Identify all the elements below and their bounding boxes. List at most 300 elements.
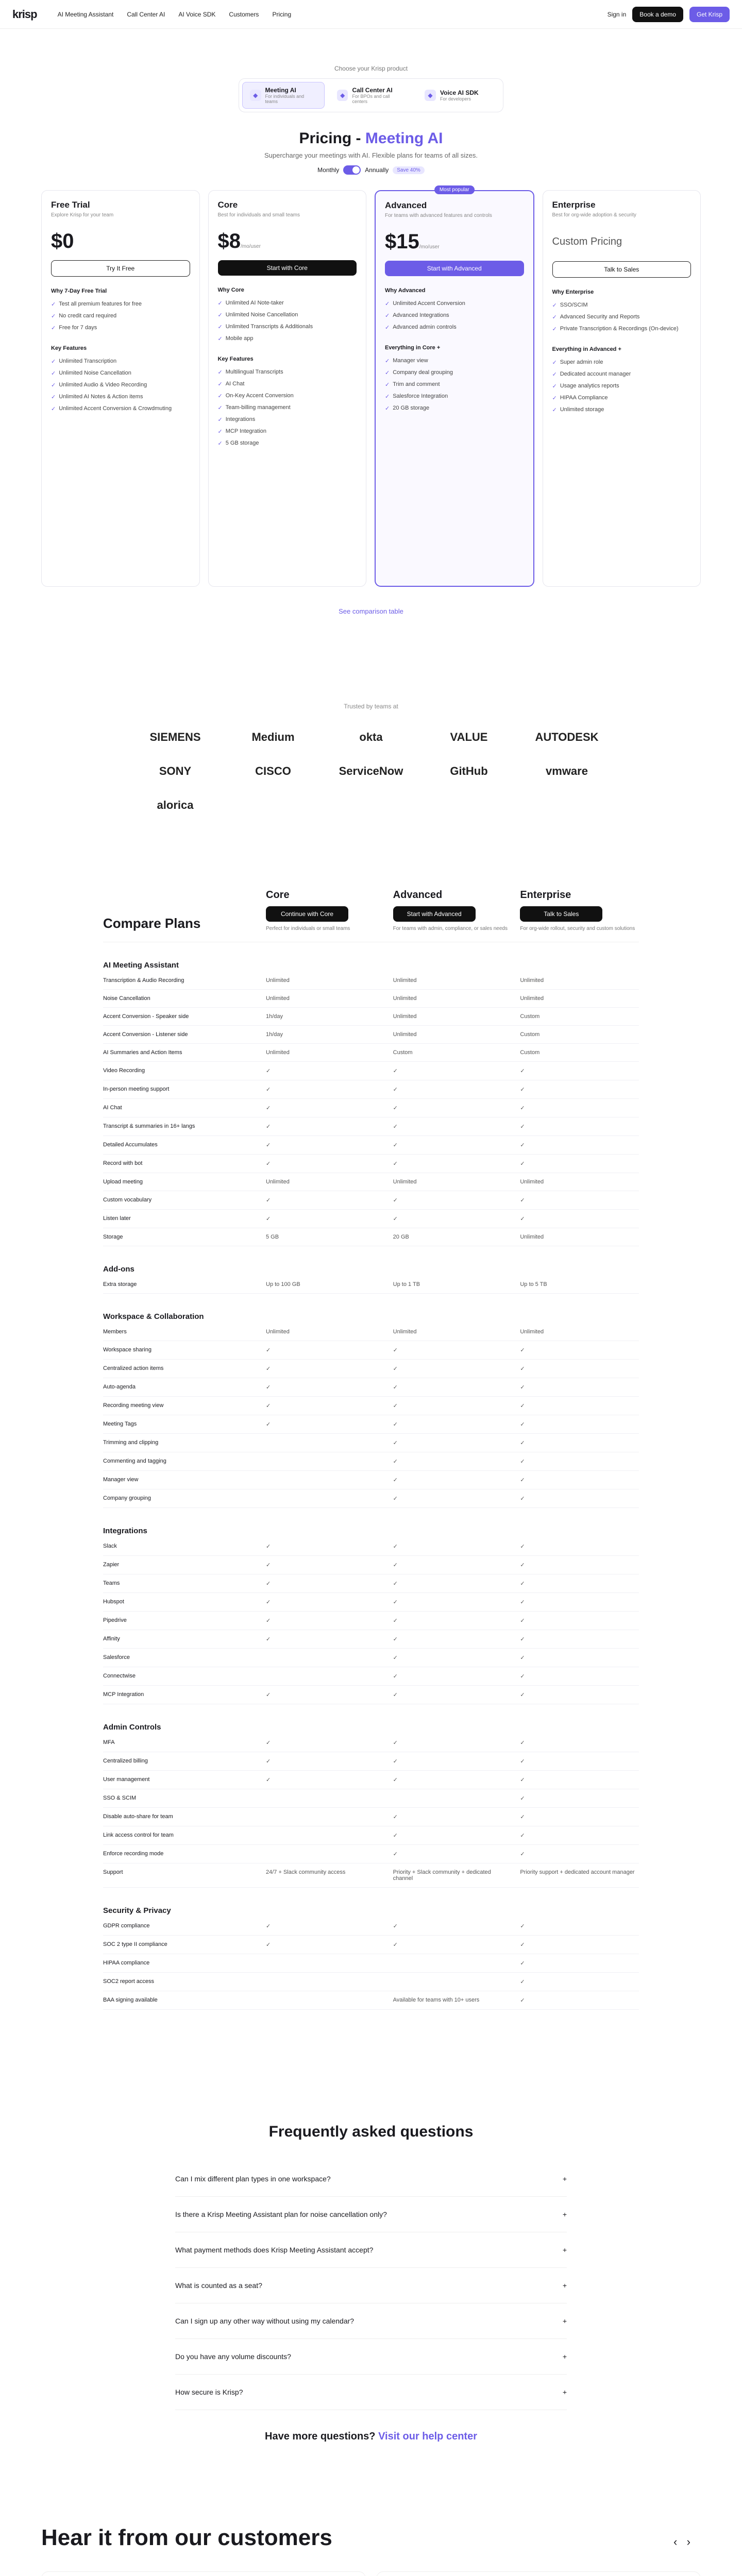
compare-cell: Record with bot <box>103 1160 143 1166</box>
compare-cell: Members <box>103 1329 127 1335</box>
compare-cell: ✓ <box>393 1833 398 1839</box>
compare-cell: ✓ <box>266 1161 271 1167</box>
billing-toggle[interactable]: Monthly Annually Save 40% <box>0 165 742 175</box>
product-sub: For individuals and teams <box>265 94 305 104</box>
compare-cell: ✓ <box>520 1795 525 1802</box>
compare-cell: ✓ <box>520 1403 525 1409</box>
compare-cell: Unlimited <box>266 995 290 1002</box>
compare-cell: ✓ <box>393 1421 398 1428</box>
popular-badge: Most popular <box>434 185 475 194</box>
column-name: Advanced <box>393 889 443 901</box>
compare-cell <box>393 1795 512 1802</box>
plan-price: $15/mo/user <box>385 230 440 253</box>
compare-cell: ✓ <box>266 1197 271 1204</box>
plan-feature: ✓ Unlimited storage <box>552 404 692 416</box>
get-krisp-button[interactable]: Get Krisp <box>689 7 730 22</box>
compare-row <box>103 1415 639 1434</box>
compare-cell: ✓ <box>520 1581 525 1587</box>
compare-column <box>520 889 639 931</box>
compare-cell: Auto-agenda <box>103 1384 136 1390</box>
testimonials <box>0 2525 742 2576</box>
column-desc: For org-wide rollout, security and custom solutions <box>520 926 635 931</box>
compare-cell: Teams <box>103 1580 120 1586</box>
compare-cell: ✓ <box>393 1105 398 1111</box>
faq-question: What is counted as a seat? <box>175 2281 262 2290</box>
company-logo: VALUE <box>450 731 488 743</box>
compare-cell: ✓ <box>520 1459 525 1465</box>
compare-cell: Unlimited <box>520 1329 544 1335</box>
nav-item[interactable]: Pricing <box>272 10 292 18</box>
company-logo: SIEMENS <box>149 731 201 743</box>
compare-cell: Listen later <box>103 1215 131 1222</box>
compare-cell: ✓ <box>520 1347 525 1353</box>
compare-cell: ✓ <box>520 1758 525 1765</box>
plan-desc: Explore Krisp for your team <box>51 212 114 218</box>
compare-cell: Connectwise <box>103 1673 136 1679</box>
compare-cell: ✓ <box>393 1477 398 1483</box>
compare-cell: ✓ <box>520 1942 525 1948</box>
plan-feature: ✓ Salesforce Integration <box>385 391 524 402</box>
company-logo: CISCO <box>255 765 291 777</box>
plan-feature: ✓ HIPAA Compliance <box>552 392 692 404</box>
compare-row <box>103 1489 639 1508</box>
choose-product-label: Choose your Krisp product <box>334 65 408 72</box>
plan-feature: ✓ Unlimited Audio & Video Recording <box>51 379 190 391</box>
compare-cell: Manager view <box>103 1477 139 1483</box>
compare-cell: ✓ <box>393 1440 398 1446</box>
plan-desc: Best for individuals and small teams <box>217 212 300 218</box>
compare-cell <box>393 1960 512 1967</box>
plan-feature: ✓ Usage analytics reports <box>552 380 692 392</box>
compare-cell: ✓ <box>266 1923 271 1929</box>
krisp-logo[interactable]: krisp <box>12 7 37 21</box>
compare-cell <box>266 1851 385 1857</box>
compare-cell: ✓ <box>520 1599 525 1605</box>
compare-cell: ✓ <box>520 1161 525 1167</box>
product-tab[interactable] <box>330 82 412 109</box>
compare-cell: ✓ <box>520 1366 525 1372</box>
compare-row <box>103 1752 639 1771</box>
plus-icon: + <box>562 2388 567 2396</box>
compare-row <box>103 1649 639 1667</box>
product-title: Call Center AI <box>352 87 393 94</box>
compare-row <box>103 1360 639 1378</box>
compare-cell: Centralized action items <box>103 1365 164 1371</box>
compare-cell: 1h/day <box>266 1031 283 1038</box>
compare-cell: ✓ <box>520 1197 525 1204</box>
compare-cell: ✓ <box>393 1599 398 1605</box>
compare-row <box>103 1155 639 1173</box>
compare-cell: Available for teams with 10+ users <box>393 1997 480 2003</box>
plan-name: Enterprise <box>552 200 596 210</box>
plan-feature: ✓ Advanced Security and Reports <box>552 311 692 323</box>
plan-feature: ✓ Unlimited Transcription <box>51 355 190 367</box>
compare-group-title: Workspace & Collaboration <box>103 1312 204 1321</box>
compare-cell: ✓ <box>393 1197 398 1204</box>
plus-icon: + <box>562 2175 567 2183</box>
compare-cell: ✓ <box>520 1777 525 1783</box>
plan-feature: ✓ Advanced Integrations <box>385 310 524 321</box>
compare-row <box>103 1612 639 1630</box>
faq-question: Can I sign up any other way without using my calendar? <box>175 2317 355 2325</box>
column-button[interactable]: Start with Advanced <box>393 906 476 922</box>
company-logo: okta <box>359 731 383 743</box>
plan-name: Core <box>217 200 238 210</box>
plan-feature: ✓ AI Chat <box>218 378 357 390</box>
plus-icon: + <box>562 2281 567 2290</box>
product-icon: ◆ <box>337 90 348 101</box>
comparison-link[interactable]: See comparison table <box>339 607 403 615</box>
compare-row <box>103 1936 639 1954</box>
compare-cell: Custom vocabulary <box>103 1197 152 1203</box>
compare-cell: Custom <box>520 1013 540 1020</box>
compare-cell: ✓ <box>393 1384 398 1391</box>
plan-why: Why 7-Day Free Trial <box>51 288 107 294</box>
compare-cell: Unlimited <box>393 1013 417 1020</box>
compare-cell: ✓ <box>393 1923 398 1929</box>
compare-cell: ✓ <box>266 1347 271 1353</box>
plan-feature: ✓ Free for 7 days <box>51 322 190 334</box>
compare-row <box>103 1341 639 1360</box>
plan-button[interactable]: Start with Advanced <box>385 261 524 276</box>
compare-cell: Unlimited <box>520 1234 544 1240</box>
compare-cell: ✓ <box>520 1923 525 1929</box>
compare-row <box>103 1954 639 1973</box>
compare-cell: 20 GB <box>393 1234 409 1240</box>
company-logo: SONY <box>159 765 192 777</box>
compare-row <box>103 1537 639 1556</box>
compare-cell: ✓ <box>393 1851 398 1857</box>
compare-cell: 1h/day <box>266 1013 283 1020</box>
nav-item[interactable]: AI Meeting Assistant <box>57 10 114 18</box>
product-tab[interactable] <box>417 82 500 109</box>
compare-cell: Accent Conversion - Listener side <box>103 1031 188 1038</box>
compare-cell: Unlimited <box>266 977 290 984</box>
company-logo: ServiceNow <box>339 765 403 777</box>
compare-row <box>103 1191 639 1210</box>
compare-cell: ✓ <box>266 1692 271 1698</box>
compare-cell: Trimming and clipping <box>103 1439 159 1446</box>
plan-feature: ✓ Company deal grouping <box>385 367 524 379</box>
compare-cell: Enforce recording mode <box>103 1851 164 1857</box>
faq-item[interactable] <box>175 2197 567 2232</box>
compare-row <box>103 1044 639 1062</box>
compare-cell: Slack <box>103 1543 117 1549</box>
customer-logos <box>0 731 742 812</box>
plan-feature: ✓ Unlimited Transcripts & Additionals <box>218 321 357 333</box>
compare-row <box>103 1863 639 1888</box>
compare-cell: ✓ <box>393 1544 398 1550</box>
compare-cell: Accent Conversion - Speaker side <box>103 1013 189 1020</box>
faq-section <box>0 2123 742 2443</box>
compare-cell: ✓ <box>520 1421 525 1428</box>
compare-row <box>103 1397 639 1415</box>
compare-cell: Custom <box>520 1031 540 1038</box>
compare-cell: ✓ <box>520 1851 525 1857</box>
compare-row <box>103 1452 639 1471</box>
save-badge: Save 40% <box>393 166 425 174</box>
compare-cell: Company grouping <box>103 1495 151 1501</box>
faq-item[interactable] <box>175 2161 567 2197</box>
compare-group-title: Admin Controls <box>103 1723 161 1732</box>
compare-cell: ✓ <box>266 1366 271 1372</box>
compare-cell: ✓ <box>520 1440 525 1446</box>
compare-cell: ✓ <box>393 1403 398 1409</box>
nav-item[interactable]: Call Center AI <box>127 10 165 18</box>
plan-feature: ✓ Test all premium features for free <box>51 298 190 310</box>
faq-question: Is there a Krisp Meeting Assistant plan for noise cancellation only? <box>175 2210 387 2218</box>
compare-cell: Unlimited <box>266 1329 290 1335</box>
plan-feature: ✓ Advanced admin controls <box>385 321 524 333</box>
compare-cell: ✓ <box>520 1562 525 1568</box>
signin-link[interactable]: Sign in <box>607 10 627 18</box>
column-name: Core <box>266 889 290 901</box>
compare-row <box>103 1917 639 1936</box>
compare-cell: MCP Integration <box>103 1691 144 1698</box>
compare-cell: ✓ <box>393 1496 398 1502</box>
faq-question: How secure is Krisp? <box>175 2388 243 2396</box>
compare-cell: ✓ <box>520 1384 525 1391</box>
compare-row <box>103 1434 639 1452</box>
compare-cell: Meeting Tags <box>103 1421 137 1427</box>
compare-row <box>103 1008 639 1026</box>
compare-cell: 5 GB <box>266 1234 279 1240</box>
compare-cell: ✓ <box>520 1997 525 2004</box>
compare-cell: ✓ <box>266 1942 271 1948</box>
compare-cell: SOC2 report access <box>103 1978 155 1985</box>
column-button[interactable]: Continue with Core <box>266 906 348 922</box>
nav-item[interactable]: Customers <box>229 10 259 18</box>
compare-cell: ✓ <box>266 1758 271 1765</box>
compare-cell: ✓ <box>393 1124 398 1130</box>
compare-cell: ✓ <box>393 1161 398 1167</box>
plus-icon: + <box>562 2210 567 2218</box>
compare-row <box>103 1808 639 1826</box>
compare-cell: ✓ <box>393 1758 398 1765</box>
compare-cell <box>266 1978 385 1985</box>
compare-cell: ✓ <box>393 1459 398 1465</box>
compare-row <box>103 1593 639 1612</box>
pricing-hero <box>0 29 742 175</box>
compare-cell: ✓ <box>266 1777 271 1783</box>
plus-icon: + <box>562 2352 567 2361</box>
compare-row <box>103 1973 639 1991</box>
plan-price: $0 <box>51 230 74 252</box>
compare-row <box>103 1686 639 1704</box>
faq-item[interactable] <box>175 2339 567 2375</box>
compare-cell: ✓ <box>266 1581 271 1587</box>
compare-cell <box>266 1832 385 1839</box>
compare-cell: ✓ <box>393 1673 398 1680</box>
compare-cell <box>266 1458 385 1465</box>
compare-cell: ✓ <box>393 1692 398 1698</box>
compare-row <box>103 1556 639 1574</box>
compare-cell: ✓ <box>393 1942 398 1948</box>
compare-cell <box>393 1978 512 1985</box>
carousel-arrows[interactable]: ‹ › <box>673 2535 690 2548</box>
compare-cell: Unlimited <box>393 1179 417 1185</box>
compare-row <box>103 1789 639 1808</box>
compare-row <box>103 1471 639 1489</box>
compare-cell: ✓ <box>266 1636 271 1642</box>
compare-cell: Pipedrive <box>103 1617 127 1623</box>
compare-cell: ✓ <box>393 1366 398 1372</box>
page-subtitle: Supercharge your meetings with AI. Flexible plans for teams of all sizes. <box>264 151 478 159</box>
plan-button[interactable]: Try It Free <box>51 260 190 277</box>
plan-why: Why Core <box>217 287 244 293</box>
compare-row <box>103 1771 639 1789</box>
compare-cell: GDPR compliance <box>103 1923 150 1929</box>
compare-cell: Centralized billing <box>103 1758 148 1764</box>
plan-feature: ✓ Unlimited Noise Cancellation <box>51 367 190 379</box>
column-button[interactable]: Talk to Sales <box>520 906 602 922</box>
compare-cell: Extra storage <box>103 1281 137 1287</box>
compare-row <box>103 1136 639 1155</box>
compare-cell: ✓ <box>393 1618 398 1624</box>
plan-feature: ✓ Team-billing management <box>218 402 357 414</box>
faq-question: What payment methods does Krisp Meeting Assistant accept? <box>175 2246 374 2254</box>
compare-cell: ✓ <box>520 1477 525 1483</box>
plan-feature: ✓ Unlimited AI Notes & Action items <box>51 391 190 403</box>
plan-feature: ✓ No credit card required <box>51 310 190 322</box>
compare-cell: ✓ <box>520 1142 525 1148</box>
faq-item[interactable] <box>175 2268 567 2303</box>
billing-switch[interactable] <box>343 165 361 175</box>
compare-row <box>103 1378 639 1397</box>
faq-item[interactable] <box>175 2232 567 2268</box>
compare-cell: ✓ <box>266 1105 271 1111</box>
compare-cell: ✓ <box>520 1960 525 1967</box>
faq-item[interactable] <box>175 2303 567 2339</box>
plan-feature: ✓ Super admin role <box>552 357 692 368</box>
compare-cell: ✓ <box>266 1544 271 1550</box>
compare-row <box>103 1026 639 1044</box>
plan-why: Why Advanced <box>385 287 426 294</box>
plan-card <box>208 190 367 587</box>
compare-cell: Transcription & Audio Recording <box>103 977 184 984</box>
plan-feature: ✓ SSO/SCIM <box>552 299 692 311</box>
plan-key: Everything in Advanced + <box>552 346 621 352</box>
compare-cell: Priority + Slack community + dedicated channel <box>393 1869 491 1882</box>
compare-row <box>103 1228 639 1246</box>
faq-item[interactable] <box>175 2375 567 2410</box>
compare-cell: ✓ <box>520 1979 525 1985</box>
compare-cell: User management <box>103 1776 150 1783</box>
compare-cell: ✓ <box>520 1496 525 1502</box>
compare-cell: ✓ <box>520 1740 525 1746</box>
testimonial-card <box>376 2571 701 2576</box>
company-logo: GitHub <box>450 765 488 777</box>
column-desc: For teams with admin, compliance, or sales needs <box>393 926 508 931</box>
plan-feature: ✓ Private Transcription & Recordings (On-device) <box>552 323 692 335</box>
plan-desc: Best for org-wide adoption & security <box>552 212 636 218</box>
compare-cell: Support <box>103 1869 123 1875</box>
compare-cell: Unlimited <box>393 1031 417 1038</box>
product-tab[interactable] <box>242 82 325 109</box>
product-sub: For BPOs and call centers <box>352 94 390 104</box>
product-icon: ◆ <box>250 90 261 101</box>
compare-cell: BAA signing available <box>103 1997 158 2003</box>
plan-feature: ✓ 20 GB storage <box>385 402 524 414</box>
nav-menu <box>58 11 608 18</box>
compare-cell: 24/7 + Slack community access <box>266 1869 346 1875</box>
compare-cell: ✓ <box>520 1124 525 1130</box>
compare-row <box>103 1667 639 1686</box>
plan-cards <box>0 187 742 587</box>
compare-cell <box>266 1960 385 1967</box>
company-logo: alorica <box>157 799 194 811</box>
compare-row <box>103 1173 639 1191</box>
plan-feature: ✓ Trim and comment <box>385 379 524 391</box>
trusted-label: Trusted by teams at <box>344 703 398 710</box>
plan-button[interactable]: Talk to Sales <box>552 261 692 278</box>
plan-feature: ✓ On-Key Accent Conversion <box>218 390 357 402</box>
compare-cell: MFA <box>103 1739 115 1745</box>
nav-item[interactable]: AI Voice SDK <box>178 10 216 18</box>
compare-cell: ✓ <box>393 1087 398 1093</box>
compare-cell <box>266 1439 385 1446</box>
compare-cell: ✓ <box>393 1777 398 1783</box>
plan-feature: ✓ Integrations <box>218 414 357 426</box>
compare-cell: ✓ <box>266 1216 271 1222</box>
company-logo: Medium <box>251 731 295 743</box>
compare-cell: SOC 2 type II compliance <box>103 1941 167 1947</box>
compare-cell: Priority support + dedicated account manager <box>520 1869 635 1875</box>
compare-cell: Video Recording <box>103 1067 145 1074</box>
plan-key: Key Features <box>51 345 87 351</box>
book-demo-button[interactable]: Book a demo <box>632 7 683 22</box>
faq-question: Can I mix different plan types in one workspace? <box>175 2175 331 2183</box>
compare-cell: ✓ <box>520 1216 525 1222</box>
compare-cell: ✓ <box>393 1142 398 1148</box>
compare-cell: ✓ <box>520 1087 525 1093</box>
plan-feature: ✓ Unlimited Accent Conversion <box>385 298 524 310</box>
faq-question: Do you have any volume discounts? <box>175 2352 291 2361</box>
compare-cell <box>266 1795 385 1802</box>
compare-row <box>103 1323 639 1341</box>
plus-icon: + <box>562 2246 567 2254</box>
compare-row <box>103 1062 639 1080</box>
plan-feature: ✓ Unlimited Accent Conversion & Crowdmuting <box>51 403 190 415</box>
compare-cell: Affinity <box>103 1636 120 1642</box>
compare-cell: In-person meeting support <box>103 1086 170 1092</box>
compare-cell: ✓ <box>393 1636 398 1642</box>
compare-cell: Detailed Accumulates <box>103 1142 158 1148</box>
faq-title: Frequently asked questions <box>268 2123 474 2140</box>
compare-cell: ✓ <box>266 1142 271 1148</box>
compare-cell: ✓ <box>520 1833 525 1839</box>
plan-feature: ✓ Manager view <box>385 355 524 367</box>
compare-row <box>103 1080 639 1099</box>
compare-cell: Up to 1 TB <box>393 1281 420 1287</box>
product-title: Voice AI SDK <box>440 89 479 96</box>
compare-cell: Commenting and tagging <box>103 1458 166 1464</box>
product-title: Meeting AI <box>265 87 296 94</box>
compare-cell <box>266 1477 385 1483</box>
product-icon: ◆ <box>425 90 436 101</box>
compare-cell: Up to 5 TB <box>520 1281 547 1287</box>
plan-button[interactable]: Start with Core <box>218 260 357 276</box>
compare-row <box>103 1845 639 1863</box>
compare-cell: Custom <box>520 1049 540 1056</box>
compare-row <box>103 1991 639 2010</box>
compare-cell: ✓ <box>520 1544 525 1550</box>
compare-cell: ✓ <box>393 1562 398 1568</box>
plan-feature: ✓ Dedicated account manager <box>552 368 692 380</box>
compare-cell: ✓ <box>266 1421 271 1428</box>
plus-icon: + <box>562 2317 567 2325</box>
plan-card <box>543 190 701 587</box>
